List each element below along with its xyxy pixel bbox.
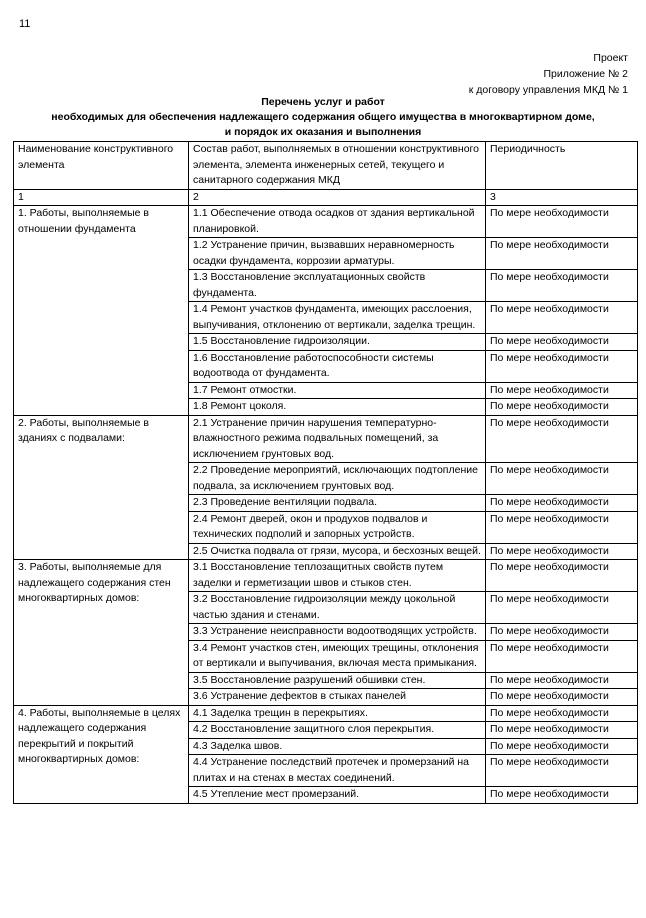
table-row (14, 415, 638, 463)
period-cell: По мере необходимости (486, 415, 638, 463)
period-cell: По мере необходимости (486, 640, 638, 672)
section-name-cell: 1. Работы, выполняемые в отношении фундамента (14, 206, 189, 416)
section-name-cell: 2. Работы, выполняемые в зданиях с подвалами: (14, 415, 189, 560)
period-cell: По мере необходимости (486, 334, 638, 351)
period-cell: По мере необходимости (486, 722, 638, 739)
work-cell: 2.1 Устранение причин нарушения температурно-влажностного режима подвальных помещений, за исключением грунтовых вод. (189, 415, 486, 463)
work-cell: 3.2 Восстановление гидроизоляции между цокольной частью здания и стенами. (189, 592, 486, 624)
period-cell: По мере необходимости (486, 624, 638, 641)
document-header (469, 50, 628, 98)
table-row (14, 560, 638, 592)
page-number: 11 (19, 18, 31, 30)
work-cell: 2.2 Проведение мероприятий, исключающих подтопление подвала, за исключением грунтовых вод. (189, 463, 486, 495)
period-cell: По мере необходимости (486, 592, 638, 624)
work-cell: 3.1 Восстановление теплозащитных свойств путем заделки и герметизации швов и стыков стен. (189, 560, 486, 592)
work-cell: 1.2 Устранение причин, вызвавших неравномерность осадки фундамента, коррозии арматуры. (189, 238, 486, 270)
work-cell: 4.1 Заделка трещин в перекрытиях. (189, 705, 486, 722)
work-cell: 3.4 Ремонт участков стен, имеющих трещины, отклонения от вертикали и выпучивания, включая места примыкания. (189, 640, 486, 672)
period-cell: По мере необходимости (486, 495, 638, 512)
period-cell: По мере необходимости (486, 206, 638, 238)
work-cell: 1.4 Ремонт участков фундамента, имеющих расслоения, выпучивания, отклонению от вертикали, заделка трещин. (189, 302, 486, 334)
period-cell: По мере необходимости (486, 560, 638, 592)
work-cell: 1.7 Ремонт отмостки. (189, 382, 486, 399)
work-cell: 2.5 Очистка подвала от грязи, мусора, и бесхозных вещей. (189, 543, 486, 560)
period-cell: По мере необходимости (486, 738, 638, 755)
services-table (13, 141, 638, 804)
number-cell: 3 (486, 189, 638, 206)
number-cell: 2 (189, 189, 486, 206)
number-cell: 1 (14, 189, 189, 206)
work-cell: 4.2 Восстановление защитного слоя перекрытия. (189, 722, 486, 739)
header-cell-works: Состав работ, выполняемых в отношении конструктивного элемента, элемента инженерных сетей, текущего и санитарного содержания МКД (189, 142, 486, 190)
header-project: Проект (593, 52, 628, 64)
period-cell: По мере необходимости (486, 787, 638, 804)
header-cell-period: Периодичность (486, 142, 638, 190)
work-cell: 4.3 Заделка швов. (189, 738, 486, 755)
work-cell: 1.5 Восстановление гидроизоляции. (189, 334, 486, 351)
header-cell-element: Наименование конструктивного элемента (14, 142, 189, 190)
work-cell: 3.3 Устранение неисправности водоотводящих устройств. (189, 624, 486, 641)
period-cell: По мере необходимости (486, 382, 638, 399)
section-name-cell: 3. Работы, выполняемые для надлежащего содержания стен многоквартирных домов: (14, 560, 189, 706)
work-cell: 1.6 Восстановление работоспособности системы водоотвода от фундамента. (189, 350, 486, 382)
title-line-3: и порядок их оказания и выполнения (224, 126, 422, 138)
work-cell: 3.6 Устранение дефектов в стыках панелей (189, 689, 486, 706)
work-cell: 4.4 Устранение последствий протечек и промерзаний на плитах и на стенах в местах соединений. (189, 755, 486, 787)
work-cell: 1.1 Обеспечение отвода осадков от здания вертикальной планировкой. (189, 206, 486, 238)
period-cell: По мере необходимости (486, 689, 638, 706)
period-cell: По мере необходимости (486, 270, 638, 302)
work-cell: 4.5 Утепление мест промерзаний. (189, 787, 486, 804)
period-cell: По мере необходимости (486, 672, 638, 689)
table-header-row (14, 142, 638, 190)
period-cell: По мере необходимости (486, 511, 638, 543)
work-cell: 1.8 Ремонт цоколя. (189, 399, 486, 416)
period-cell: По мере необходимости (486, 399, 638, 416)
period-cell: По мере необходимости (486, 543, 638, 560)
period-cell: По мере необходимости (486, 705, 638, 722)
title-line-1: Перечень услуг и работ (261, 96, 385, 108)
header-appendix: Приложение № 2 (543, 68, 628, 80)
period-cell: По мере необходимости (486, 302, 638, 334)
work-cell: 2.3 Проведение вентиляции подвала. (189, 495, 486, 512)
period-cell: По мере необходимости (486, 350, 638, 382)
work-cell: 1.3 Восстановление эксплуатационных свойств фундамента. (189, 270, 486, 302)
work-cell: 2.4 Ремонт дверей, окон и продухов подвалов и технических подполий и запорных устройств. (189, 511, 486, 543)
header-contract: к договору управления МКД № 1 (468, 84, 628, 96)
period-cell: По мере необходимости (486, 755, 638, 787)
document-title (10, 95, 636, 140)
services-table-body (14, 142, 638, 804)
table-row (14, 206, 638, 238)
work-cell: 3.5 Восстановление разрушений обшивки стен. (189, 672, 486, 689)
table-row (14, 705, 638, 722)
section-name-cell: 4. Работы, выполняемые в целях надлежащего содержания перекрытий и покрытий многоквартирных домов: (14, 705, 189, 803)
period-cell: По мере необходимости (486, 238, 638, 270)
table-number-row (14, 189, 638, 206)
period-cell: По мере необходимости (486, 463, 638, 495)
title-line-2: необходимых для обеспечения надлежащего содержания общего имущества в многоквартирном доме, (51, 111, 595, 123)
